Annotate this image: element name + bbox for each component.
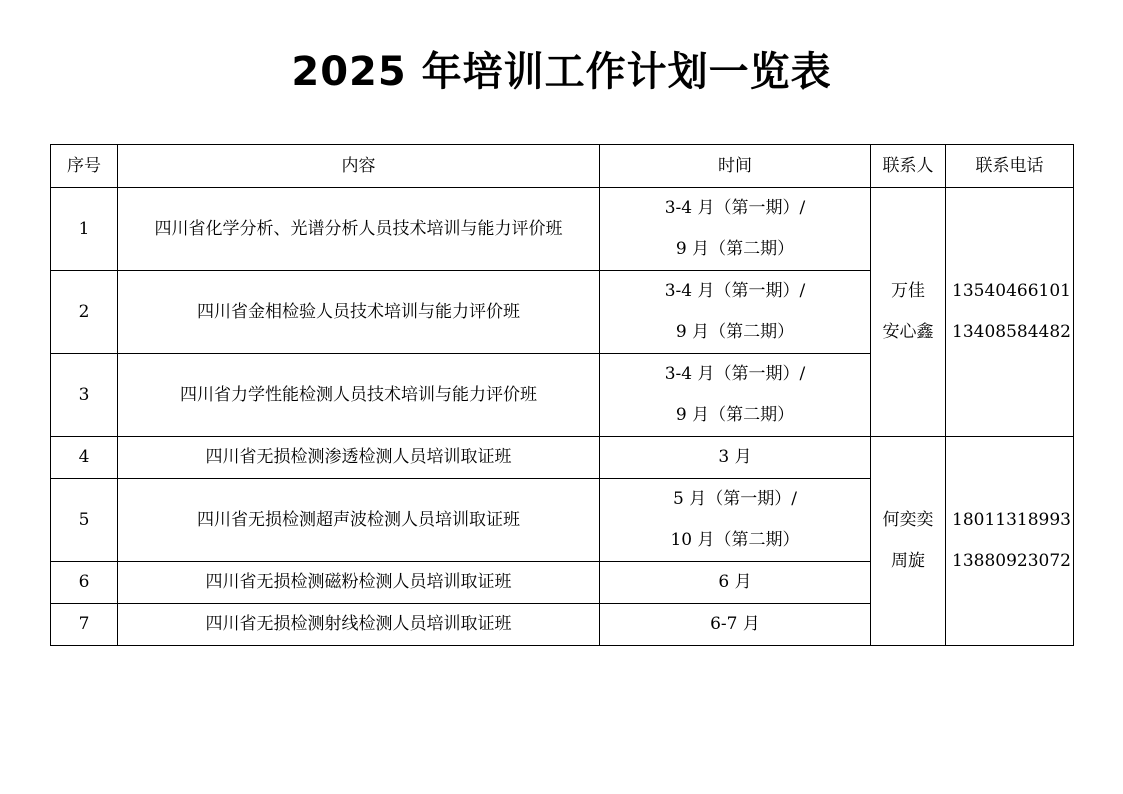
contact-name: 安心鑫	[882, 322, 934, 342]
phone-number: 13540466101	[952, 281, 1071, 301]
contact-cell-group-1	[871, 188, 946, 437]
contact-cell-group-2	[871, 437, 946, 646]
row-index: 6	[51, 562, 118, 604]
table-header-row	[51, 145, 1074, 188]
row-index: 5	[51, 479, 118, 562]
row-index: 4	[51, 437, 118, 479]
row-content: 四川省无损检测射线检测人员培训取证班	[118, 604, 600, 646]
row-content: 四川省无损检测渗透检测人员培训取证班	[118, 437, 600, 479]
row-index: 3	[51, 354, 118, 437]
row-time-line2: 9 月（第二期）	[675, 239, 795, 259]
row-time-line1: 3-4 月（第一期）/	[664, 281, 806, 301]
header-index: 序号	[51, 145, 118, 188]
row-content: 四川省无损检测超声波检测人员培训取证班	[118, 479, 600, 562]
row-time	[600, 188, 871, 271]
row-index: 7	[51, 604, 118, 646]
row-content: 四川省无损检测磁粉检测人员培训取证班	[118, 562, 600, 604]
row-time-line1: 3-4 月（第一期）/	[664, 198, 806, 218]
header-time: 时间	[600, 145, 871, 188]
row-content: 四川省化学分析、光谱分析人员技术培训与能力评价班	[118, 188, 600, 271]
header-content: 内容	[118, 145, 600, 188]
phone-number: 13880923072	[952, 551, 1071, 571]
header-phone: 联系电话	[946, 145, 1074, 188]
row-time: 6-7 月	[600, 604, 871, 646]
row-index: 2	[51, 271, 118, 354]
row-time	[600, 479, 871, 562]
header-contact: 联系人	[871, 145, 946, 188]
row-index: 1	[51, 188, 118, 271]
training-plan-table	[50, 144, 1074, 646]
page-title: 2025 年培训工作计划一览表	[291, 49, 832, 95]
row-time-line1: 3-4 月（第一期）/	[664, 364, 806, 384]
row-time-line2: 9 月（第二期）	[675, 405, 795, 425]
row-content: 四川省金相检验人员技术培训与能力评价班	[118, 271, 600, 354]
row-content: 四川省力学性能检测人员技术培训与能力评价班	[118, 354, 600, 437]
contact-name: 万佳	[891, 281, 925, 301]
table-row	[51, 437, 1074, 479]
row-time	[600, 271, 871, 354]
phone-number: 18011318993	[952, 510, 1071, 530]
phone-cell-group-1	[946, 188, 1074, 437]
contact-name: 何奕奕	[882, 510, 934, 530]
table-row	[51, 188, 1074, 271]
phone-number: 13408584482	[952, 322, 1071, 342]
row-time: 6 月	[600, 562, 871, 604]
row-time-line2: 10 月（第二期）	[670, 530, 800, 550]
row-time: 3 月	[600, 437, 871, 479]
row-time-line2: 9 月（第二期）	[675, 322, 795, 342]
contact-name: 周旋	[891, 551, 925, 571]
phone-cell-group-2	[946, 437, 1074, 646]
row-time	[600, 354, 871, 437]
row-time-line1: 5 月（第一期）/	[673, 489, 797, 509]
